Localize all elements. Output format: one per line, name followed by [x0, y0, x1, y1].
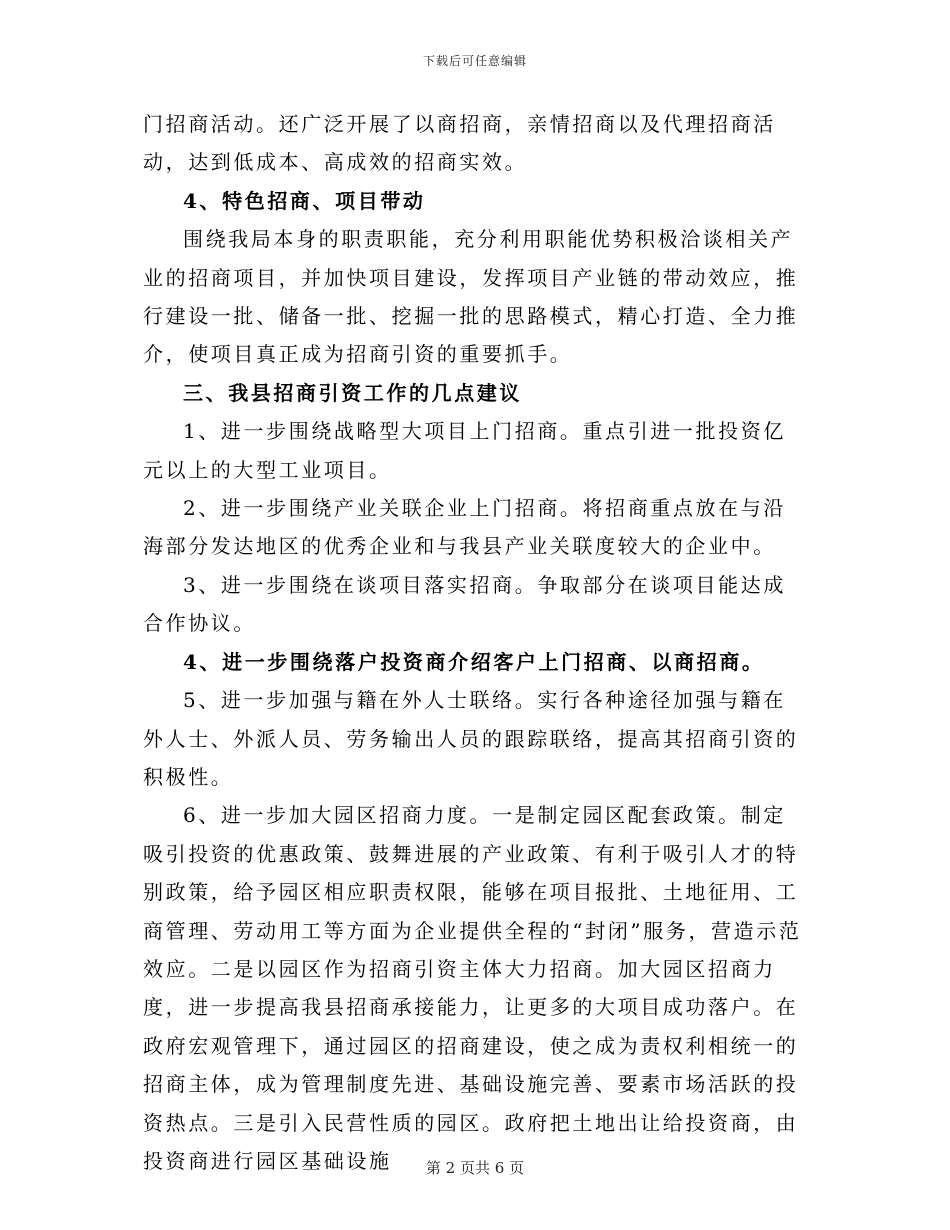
suggestion-4: 4、进一步围绕落户投资商介绍客户上门招商、以商招商。	[183, 649, 765, 674]
page-header: 下载后可任意编辑	[422, 54, 527, 68]
heading-featured-investment: 4、特色招商、项目带动	[183, 188, 426, 213]
suggestion-3: 3、进一步围绕在谈项目落实招商。争取部分在谈项目能达成合作协议。	[143, 572, 786, 636]
suggestion-6: 6、进一步加大园区招商力度。一是制定园区配套政策。制定吸引投资的优惠政策、鼓舞进展的产业政策、有利于吸引人才的特别政策，给予园区相应职责权限，能够在项目报批、土地征用、工商管理、劳动用工等方面为企业提供全程的“封闭”服务，营造示范效应。二是以园区作为招商引资主体大力招商。加大园区招商力度，进一步提高我县招商承接能力，让更多的大项目成功落户。在政府宏观管理下，通过园区的招商建设，使之成为责权利相统一的招商主体，成为管理制度先进、基础设施完善、要素市场活跃的投资热点。三是引入民营性质的园区。政府把土地出让给投资商，由投资商进行园区基础设施	[143, 803, 802, 1173]
suggestion-2: 2、进一步围绕产业关联企业上门招商。将招商重点放在与沿海部分发达地区的优秀企业和与我县产业关联度较大的企业中。	[143, 496, 786, 559]
document-body	[143, 105, 808, 1180]
suggestion-5: 5、进一步加强与籍在外人士联络。实行各种途径加强与籍在外人士、外派人员、劳务输出人员的跟踪联络，提高其招商引资的积极性。	[143, 688, 799, 789]
paragraph-2: 围绕我局本身的职责职能，充分利用职能优势积极洽谈相关产业的招商项目，并加快项目建设，发挥项目产业链的带动效应，推行建设一批、储备一批、挖掘一批的思路模式，精心打造、全力推介，使项目真正成为招商引资的重要抓手。	[143, 227, 799, 367]
suggestion-1: 1、进一步围绕战略型大项目上门招商。重点引进一批投资亿元以上的大型工业项目。	[143, 419, 786, 482]
heading-suggestions: 三、我县招商引资工作的几点建议	[183, 380, 522, 405]
paragraph-1: 门招商活动。还广泛开展了以商招商，亲情招商以及代理招商活动，达到低成本、高成效的招商实效。	[143, 112, 776, 175]
page-footer: 第 2 页共 6 页	[425, 1159, 525, 1177]
